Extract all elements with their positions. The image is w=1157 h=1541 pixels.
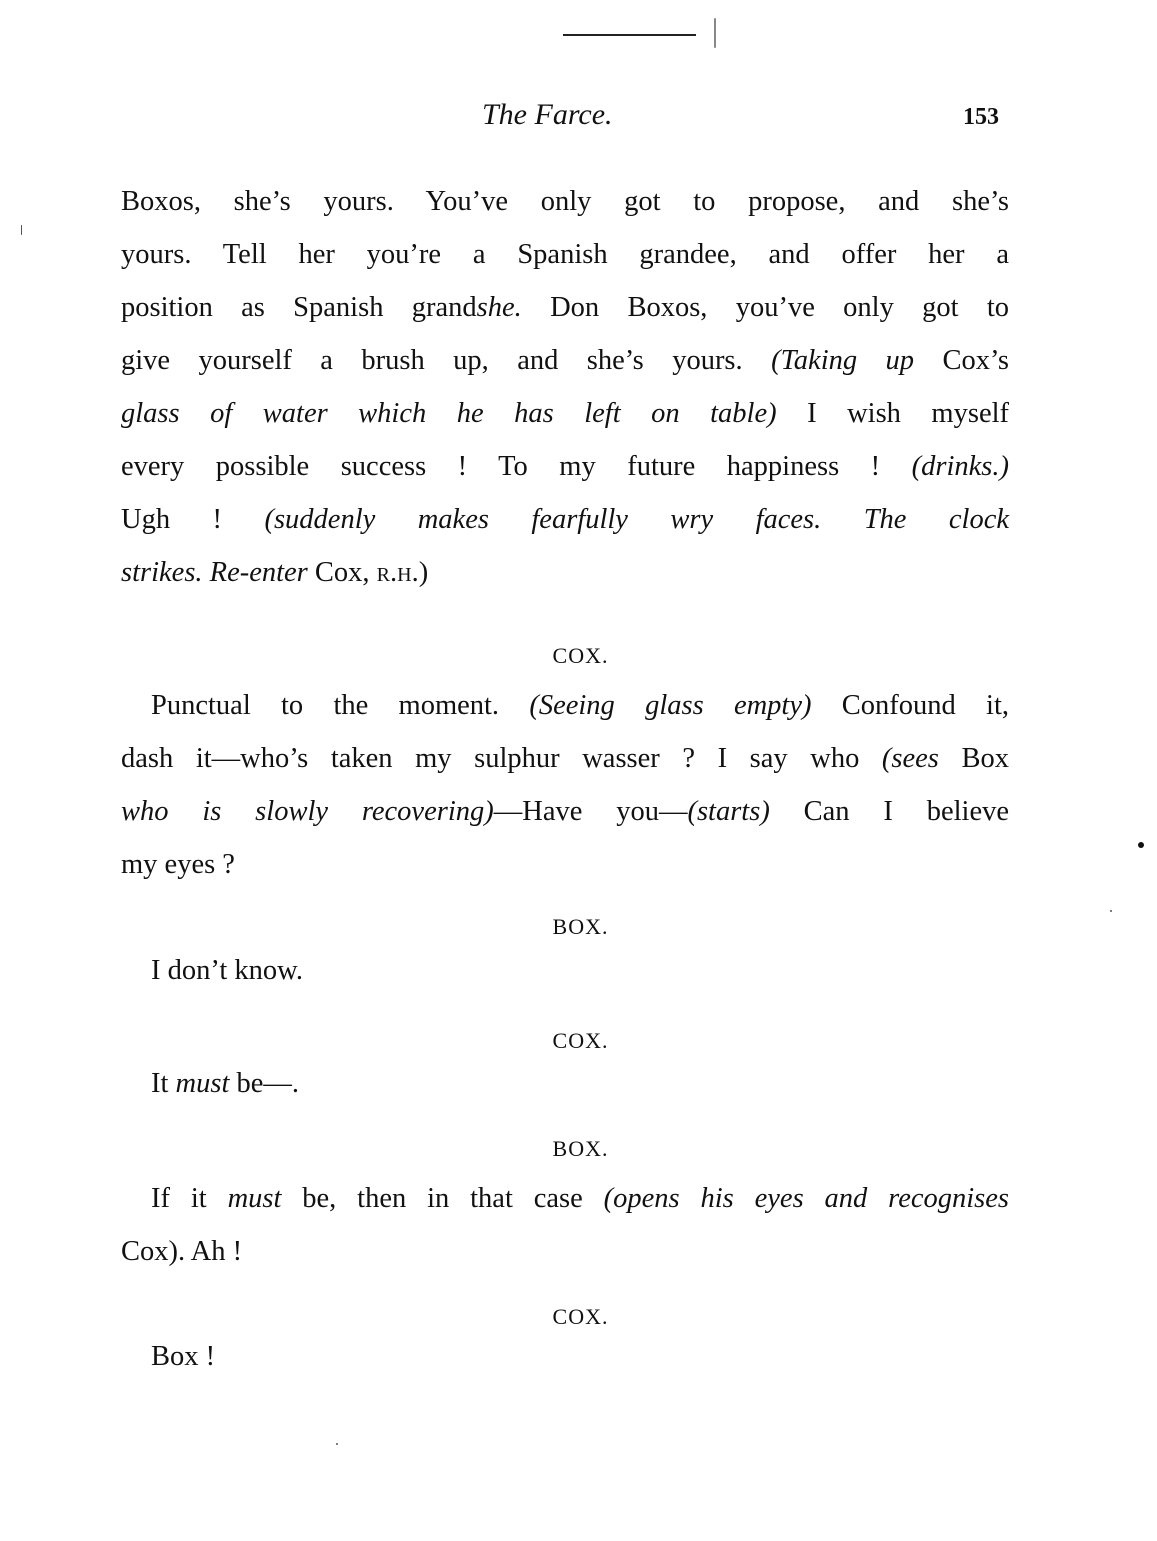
- text-run: Boxos, she’s yours. You’ve only got to propose, and she’s: [121, 186, 1009, 217]
- italic-run: (sees: [881, 743, 939, 774]
- text-line: [121, 838, 1009, 891]
- speaker-label: COX.: [552, 1304, 609, 1329]
- text-line: [121, 175, 1009, 228]
- speaker-label: COX.: [552, 643, 609, 668]
- scan-speck: [1138, 842, 1144, 848]
- italic-run: strikes. Re-enter: [121, 557, 308, 588]
- text-run: It: [151, 1068, 176, 1099]
- italic-run: (Seeing glass empty): [529, 690, 812, 721]
- text-run: I wish myself: [776, 398, 1009, 429]
- text-line: [121, 334, 1009, 387]
- text-line: [121, 1057, 1009, 1110]
- italic-run: who is slowly recovering): [121, 796, 494, 827]
- text-run: Box !: [151, 1341, 216, 1372]
- text-line: [121, 228, 1009, 281]
- text-line: [121, 785, 1009, 838]
- page-number: 153: [963, 104, 999, 130]
- text-line: [121, 1330, 1009, 1383]
- text-run: every possible success ! To my future happiness !: [121, 451, 912, 482]
- italic-run: (suddenly makes fearfully wry faces. The clock: [264, 504, 1010, 535]
- text-run: Ugh !: [121, 504, 265, 535]
- italic-run: (starts): [687, 796, 770, 827]
- text-run: —Have you—: [493, 796, 688, 827]
- speaker-label: BOX.: [552, 914, 609, 939]
- text-run: give yourself a brush up, and she’s yours.: [121, 345, 772, 376]
- speaker-label: BOX.: [552, 1136, 609, 1161]
- scan-speck: [1110, 910, 1112, 912]
- page-title: The Farce.: [482, 98, 613, 131]
- speech-block: [121, 679, 1009, 891]
- text-line: [121, 493, 1009, 546]
- text-run: be—.: [229, 1068, 300, 1099]
- text-run: Cox). Ah !: [121, 1236, 243, 1267]
- opening-paragraph: [121, 175, 1009, 599]
- text-run: Cox’s: [914, 345, 1009, 376]
- italic-run: (drinks.): [911, 451, 1009, 482]
- text-run: be, then in that case: [281, 1183, 604, 1214]
- text-line: [121, 440, 1009, 493]
- speech-block: [121, 1057, 1009, 1110]
- text-run: If it: [151, 1183, 228, 1214]
- text-run: Punctual to the moment.: [151, 690, 530, 721]
- text-run: Can I believe: [769, 796, 1009, 827]
- scan-speck: [336, 1443, 338, 1445]
- text-line: [121, 546, 1009, 599]
- text-run: Cox,: [307, 557, 377, 588]
- text-line: [121, 679, 1009, 732]
- text-run: I don’t know.: [151, 955, 303, 986]
- text-run: my eyes ?: [121, 849, 235, 880]
- italic-run: must: [227, 1183, 282, 1214]
- speaker-label: COX.: [552, 1028, 609, 1053]
- italic-run: must: [175, 1068, 230, 1099]
- text-run: dash it—who’s taken my sulphur wasser ? I say who: [121, 743, 882, 774]
- italic-run: (Taking up: [771, 345, 915, 376]
- italic-run: she.: [476, 292, 522, 323]
- running-head: [0, 98, 1157, 138]
- scan-speck: [714, 18, 716, 48]
- italic-run: glass of water which he has left on table): [121, 398, 777, 429]
- text-run: ): [418, 557, 429, 588]
- text-line: [121, 281, 1009, 334]
- text-line: [121, 1172, 1009, 1225]
- text-line: [121, 944, 1009, 997]
- scan-speck: [21, 225, 22, 235]
- text-run: Confound it,: [811, 690, 1009, 721]
- text-run: Box: [938, 743, 1009, 774]
- text-line: [121, 1225, 1009, 1278]
- text-run: yours. Tell her you’re a Spanish grandee, and offer her a: [121, 239, 1009, 270]
- top-rule: [563, 34, 696, 36]
- text-line: [121, 387, 1009, 440]
- italic-run: (opens his eyes and recognises: [603, 1183, 1009, 1214]
- speech-block: [121, 1330, 1009, 1383]
- small-caps-run: r.h.: [376, 557, 419, 588]
- text-line: [121, 732, 1009, 785]
- text-run: position as Spanish grand: [121, 292, 477, 323]
- speech-block: [121, 944, 1009, 997]
- speech-block: [121, 1172, 1009, 1278]
- text-run: Don Boxos, you’ve only got to: [521, 292, 1009, 323]
